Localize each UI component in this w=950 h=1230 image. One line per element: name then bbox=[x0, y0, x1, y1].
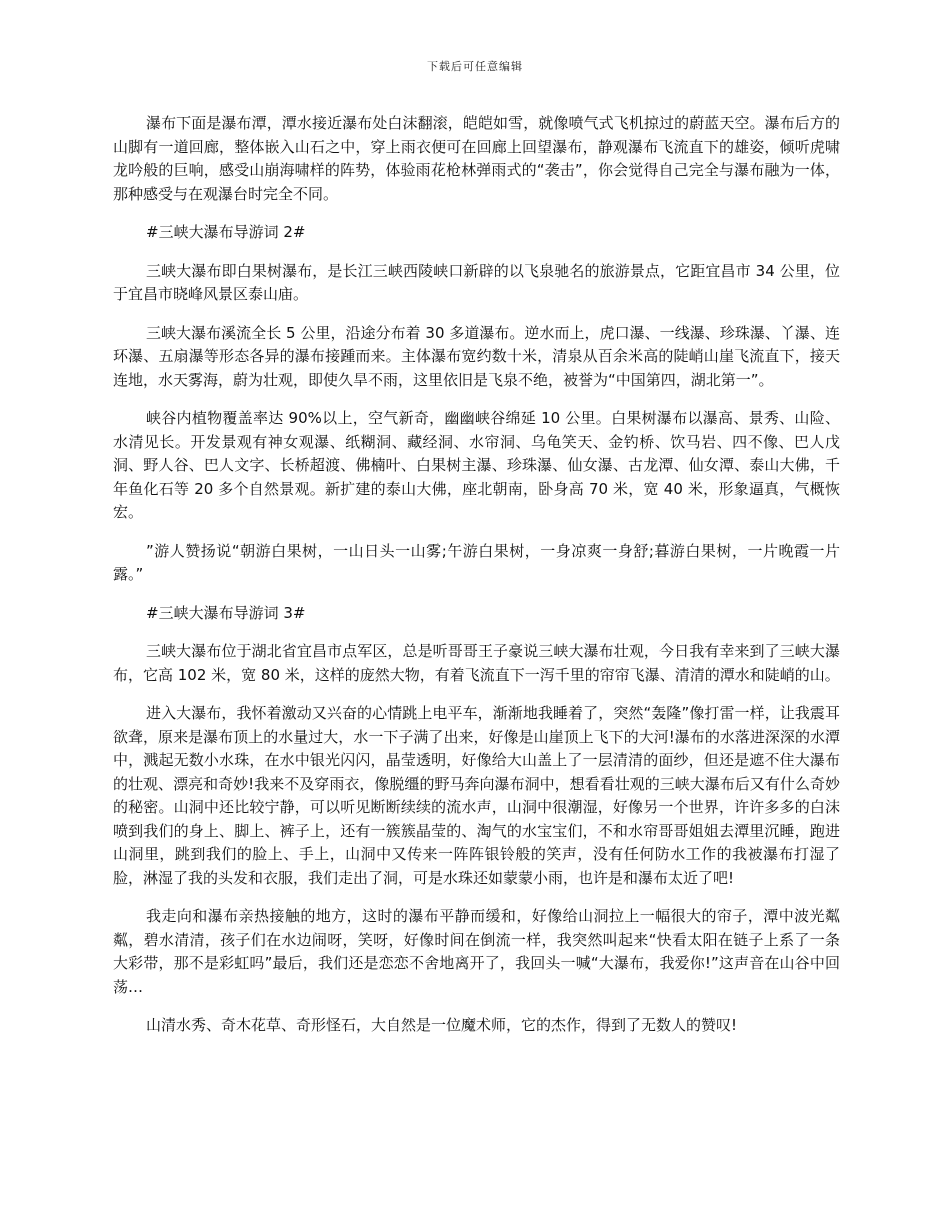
document-body bbox=[113, 112, 840, 1053]
paragraph-contact: 我走向和瀑布亲热接触的地方，这时的瀑布平静而缓和，好像给山洞拉上一幅很大的帘子，潭中波光粼粼，碧水清清，孩子们在水边闹呀，笑呀，好像时间在倒流一样，我突然叫起来“快看太阳在链子上系了一条大彩带，那不是彩虹吗”最后，我们还是恋恋不舍地离开了，我回头一喊“大瀑布，我爱你!”这声音在山谷中回荡… bbox=[113, 907, 840, 996]
paragraph-vegetation: 峡谷内植物覆盖率达 90%以上，空气新奇，幽幽峡谷绵延 10 公里。白果树瀑布以瀑高、景秀、山险、水清见长。开发景观有神女观瀑、纸糊洞、藏经洞、水帘洞、乌龟笑天、金钓桥、饮马岩、四不像、巴人戊洞、野人谷、巴人文字、长桥超渡、佛楠叶、白果树主瀑、珍珠瀑、仙女瀑、古龙潭、仙女潭、泰山大佛，千年鱼化石等 20 多个自然景观。新扩建的泰山大佛，座北朝南，卧身高 70 米，宽 40 米，形象逼真，气概恢宏。 bbox=[113, 409, 840, 521]
paragraph-location: 三峡大瀑布位于湖北省宜昌市点军区，总是听哥哥王子豪说三峡大瀑布壮观，今日我有幸来到了三峡大瀑布，它高 102 米，宽 80 米，这样的庞然大物，有着飞流直下一泻千里的帘帘飞瀑、清清的潭水和陡峭的山。 bbox=[113, 642, 840, 684]
paragraph-visitor-quote: ”游人赞扬说“朝游白果树，一山日头一山雾;午游白果树，一身凉爽一身舒;暮游白果树，一片晚霞一片露。” bbox=[113, 541, 840, 583]
paragraph-waterfall-pool: 瀑布下面是瀑布潭，潭水接近瀑布处白沫翻滚，皑皑如雪，就像喷气式飞机掠过的蔚蓝天空。瀑布后方的山脚有一道回廊，整体嵌入山石之中，穿上雨衣便可在回廊上回望瀑布，静观瀑布飞流直下的雄姿，倾听虎啸龙吟般的巨响，感受山崩海啸样的阵势，体验雨花枪林弹雨式的“袭击”，你会觉得自己完全与瀑布融为一体，那种感受与在观瀑台时完全不同。 bbox=[113, 114, 840, 203]
section-heading-3: #三峡大瀑布导游词 3# bbox=[146, 603, 306, 622]
paragraph-conclusion: 山清水秀、奇木花草、奇形怪石，大自然是一位魔术师，它的杰作，得到了无数人的赞叹! bbox=[146, 1016, 738, 1034]
section-heading-2: #三峡大瀑布导游词 2# bbox=[146, 223, 306, 241]
paragraph-intro: 三峡大瀑布即白果树瀑布，是长江三峡西陵峡口新辟的以飞泉驰名的旅游景点，它距宜昌市 34 公里，位于宜昌市晓峰风景区泰山庙。 bbox=[113, 261, 840, 303]
header-note: 下载后可任意编辑 bbox=[427, 60, 523, 73]
paragraph-stream: 三峡大瀑布溪流全长 5 公里，沿途分布着 30 多道瀑布。逆水而上，虎口瀑、一线瀑、珍珠瀑、丫瀑、连环瀑、五扇瀑等形态各异的瀑布接踵而来。主体瀑布宽约数十米，清泉从百余米高的陡峭山崖飞流直下，接天连地，水天雾海，蔚为壮观，即使久旱不雨，这里依旧是飞泉不绝，被誉为“中国第四，湖北第一”。 bbox=[113, 323, 840, 389]
paragraph-entering: 进入大瀑布，我怀着激动又兴奋的心情跳上电平车，渐渐地我睡着了，突然“轰隆”像打雷一样，让我震耳欲聋，原来是瀑布顶上的水量过大，水一下子满了出来，好像是山崖顶上飞下的大河!瀑布的水落进深深的水潭中，溅起无数小水珠，在水中银光闪闪，晶莹透明，好像给大山盖上了一层清清的面纱，但还是遮不住大瀑布的壮观、漂亮和奇妙!我来不及穿雨衣，像脱缰的野马奔向瀑布洞中，想看看壮观的三峡大瀑布后又有什么奇妙的秘密。山洞中还比较宁静，可以听见断断续续的流水声，山洞中很潮湿，好像另一个世界，许许多多的白沫喷到我们的身上、脚上、裤子上，还有一簇簇晶莹的、淘气的水宝宝们，不和水帘哥哥姐姐去潭里沉睡，跑进山洞里，跳到我们的脸上、手上，山洞中又传来一阵阵银铃般的笑声，没有任何防水工作的我被瀑布打湿了脸，淋湿了我的头发和衣服，我们走出了洞，可是水珠还如蒙蒙小雨，也许是和瀑布太近了吧! bbox=[113, 704, 840, 887]
